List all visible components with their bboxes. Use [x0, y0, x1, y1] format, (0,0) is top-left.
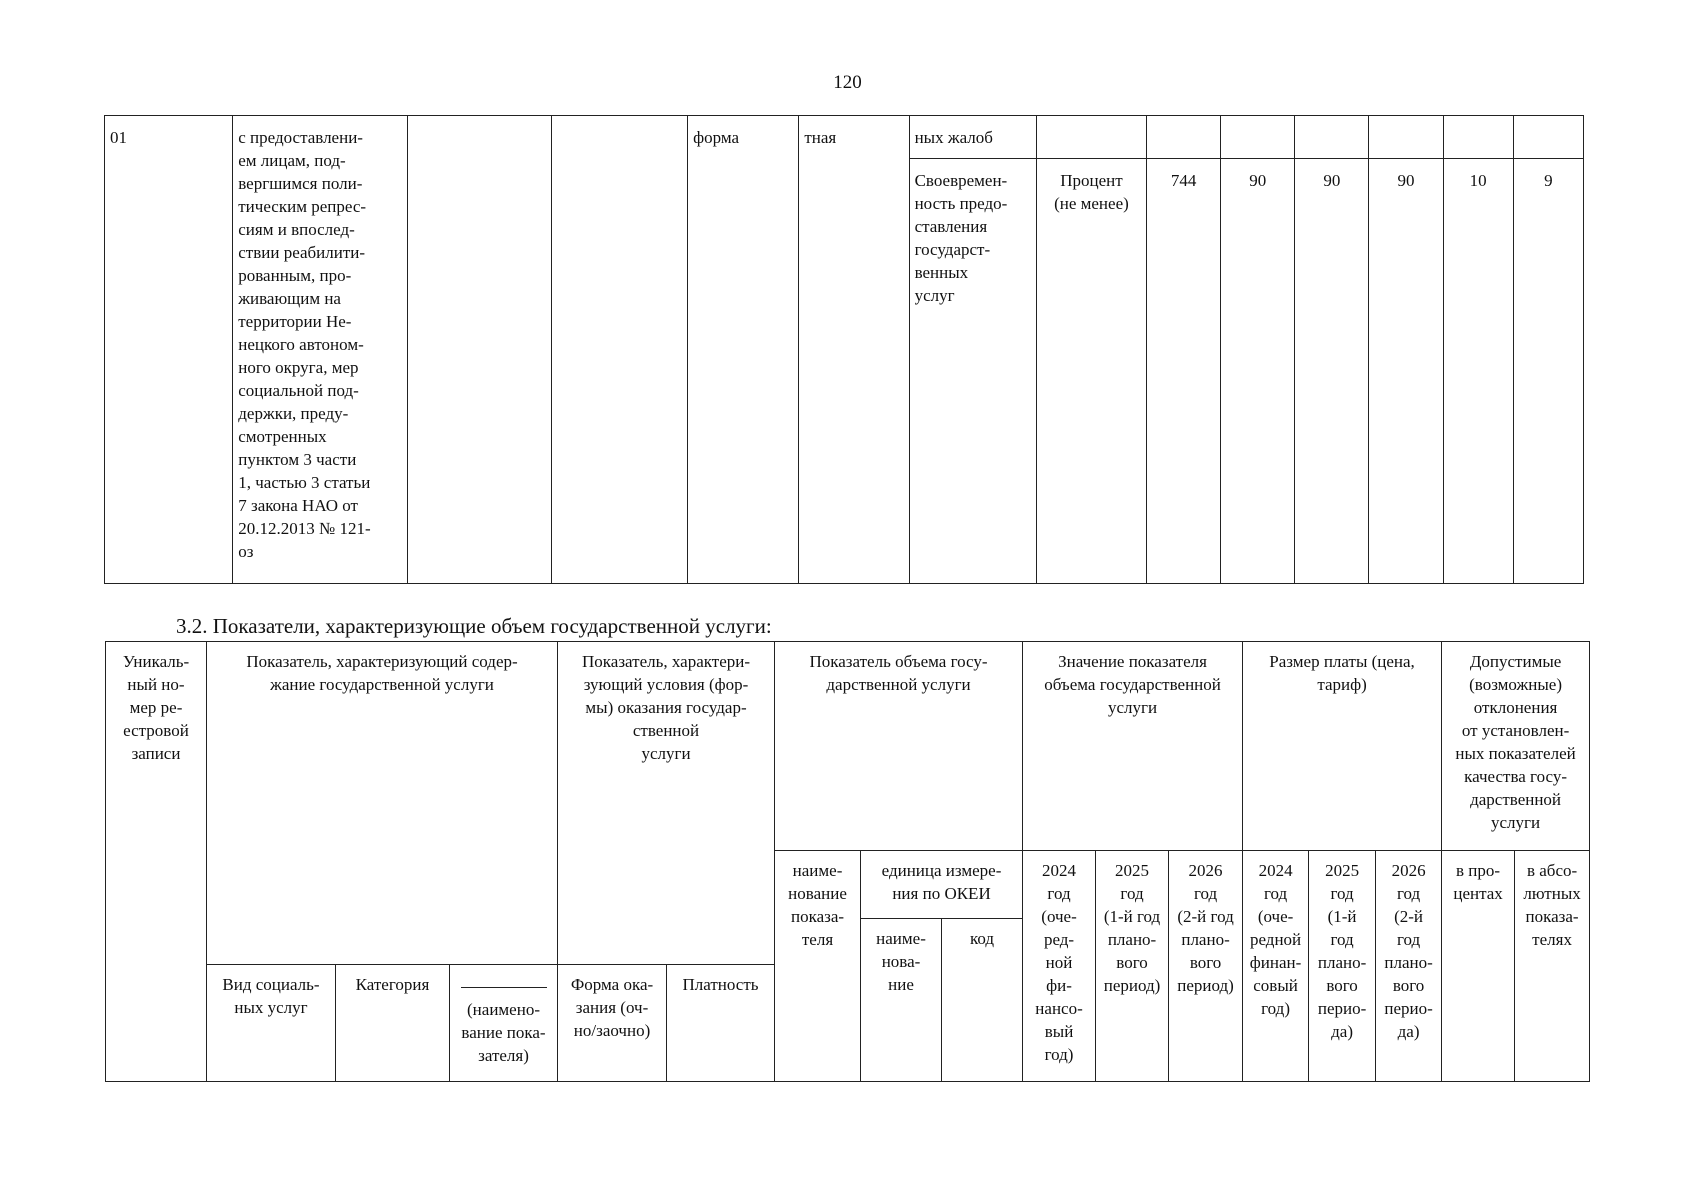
header-okei-unit: единица измере- ния по ОКЕИ: [861, 851, 1023, 919]
value-2026-cell: 90: [1369, 159, 1443, 584]
header-indicator-value: Значение показателя объема государственной услуги: [1023, 642, 1243, 851]
header-fee-2024: 2024 год (оче- редной финан- совый год): [1243, 851, 1309, 1082]
value-2024-cell: 90: [1221, 159, 1295, 584]
okei-code-cell: 744: [1147, 159, 1221, 584]
quality-indicators-table-continuation: [104, 115, 1584, 584]
empty-cell: [1443, 116, 1513, 159]
header-delivery-form: Форма ока- зания (оч- но/заочно): [558, 965, 667, 1082]
header-deviation-absolute: в абсо- лютных показа- телях: [1515, 851, 1590, 1082]
indicator-name-cell: ных жалоб: [909, 116, 1036, 159]
empty-cell: [1036, 116, 1146, 159]
header-blank-indicator-label: (наимено- вание пока- зателя): [461, 1000, 546, 1065]
deviation-absolute-cell: 9: [1513, 159, 1583, 584]
payment-cell: тная: [799, 116, 909, 584]
header-blank-indicator: [450, 965, 558, 1082]
service-content-cell: с предоставлени- ем лицам, под- вергшимся поли- тическим репрес- сиям и впослед- ствии реабилити- рованным, про- живающим на территории Не- нецкого автоном- ного округа, мер социальной под- держки, преду- смотренных пунктом 3 части 1, частью 3 статьи 7 закона НАО от 20.12.2013 № 121- оз: [233, 116, 407, 584]
header-category: Категория: [336, 965, 450, 1082]
page-number: 120: [833, 72, 862, 93]
deviation-percent-cell: 10: [1443, 159, 1513, 584]
volume-indicators-table: [105, 641, 1590, 1082]
header-value-2024: 2024 год (оче- ред- ной фи- нансо- вый год): [1023, 851, 1096, 1082]
service-form-cell: форма: [688, 116, 799, 584]
header-volume-indicator: Показатель объема госу- дарственной услуги: [775, 642, 1023, 851]
header-registry-number: Уникаль- ный но- мер ре- естровой записи: [106, 642, 207, 1082]
header-fee-2026: 2026 год (2-й год плано- вого перио- да): [1376, 851, 1442, 1082]
header-conditions-indicator: Показатель, характери- зующий условия (фор- мы) оказания государ- ственной услуги: [558, 642, 775, 965]
header-deviation-percent: в про- центах: [1442, 851, 1515, 1082]
section-title: 3.2. Показатели, характеризующие объем государственной услуги:: [176, 614, 772, 638]
empty-cell: [1369, 116, 1443, 159]
header-content-indicator: Показатель, характеризующий содер- жание государственной услуги: [207, 642, 558, 965]
empty-cell: [1221, 116, 1295, 159]
empty-cell: [407, 116, 551, 584]
header-fee: Размер платы (цена, тариф): [1243, 642, 1442, 851]
header-allowed-deviations: Допустимые (возможные) отклонения от установлен- ных показателей качества госу- дарственной услуги: [1442, 642, 1590, 851]
header-social-service-type: Вид социаль- ных услуг: [207, 965, 336, 1082]
empty-cell: [1513, 116, 1583, 159]
header-indicator-name: наиме- нование показа- теля: [775, 851, 861, 1082]
empty-cell: [551, 116, 687, 584]
header-value-2025: 2025 год (1-й год плано- вого период): [1096, 851, 1169, 1082]
header-okei-code: код: [942, 919, 1023, 1082]
unit-name-cell: Процент (не менее): [1036, 159, 1146, 584]
header-fee-2025: 2025 год (1-й год плано- вого перио- да): [1309, 851, 1376, 1082]
header-payment: Платность: [667, 965, 775, 1082]
header-okei-name: наиме- нова- ние: [861, 919, 942, 1082]
registry-number-cell: 01: [105, 116, 233, 584]
empty-cell: [1295, 116, 1369, 159]
blank-underline: [461, 973, 547, 988]
value-2025-cell: 90: [1295, 159, 1369, 584]
indicator-name-cell: Своевремен- ность предо- ставления государст- венных услуг: [909, 159, 1036, 584]
empty-cell: [1147, 116, 1221, 159]
header-value-2026: 2026 год (2-й год плано- вого период): [1169, 851, 1243, 1082]
